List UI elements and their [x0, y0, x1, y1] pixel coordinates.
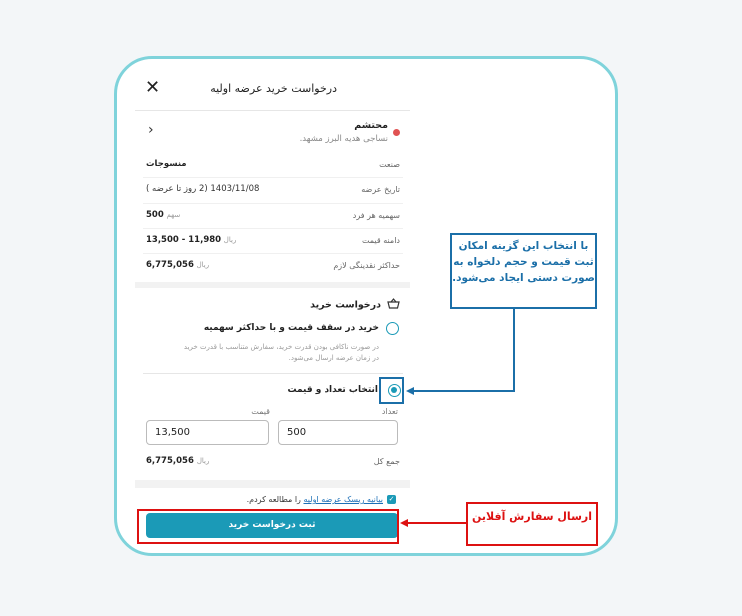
- terms-suffix: را مطالعه کردم.: [246, 495, 301, 504]
- option1-note: در صورت ناکافی بودن قدرت خرید، سفارش متناسب با قدرت خرید در زمان عرضه ارسال می‌شود.: [183, 343, 379, 362]
- red-arrow-head: [400, 519, 408, 527]
- count-label: تعداد: [381, 407, 398, 416]
- info-label: تاریخ عرضه: [361, 185, 400, 194]
- submit-button[interactable]: ثبت درخواست خرید: [146, 513, 398, 538]
- callout-offline-order: ارسال سفارش آفلاین: [466, 502, 598, 546]
- blue-arrow-head: [406, 387, 414, 395]
- option1-label: خرید در سقف قیمت و با حداکثر سهمیه: [203, 323, 379, 333]
- total-label: جمع کل: [373, 457, 400, 466]
- company-subtitle: نساجی هدیه البرز مشهد.: [299, 134, 388, 144]
- close-icon[interactable]: ✕: [145, 77, 161, 98]
- info-value: منسوجات: [146, 159, 187, 169]
- price-input[interactable]: 13,500: [146, 420, 269, 445]
- info-value: ریال 6,775,056: [146, 260, 210, 270]
- callout-custom-option: با انتخاب این گزینه امکان ثبت قیمت و حجم دلخواه به صورت دستی ایجاد می‌شود.: [450, 233, 597, 309]
- terms-checkbox[interactable]: ✓: [388, 495, 395, 503]
- price-label: قیمت: [251, 407, 270, 416]
- info-label: حداکثر نقدینگی لازم: [333, 261, 400, 270]
- option2-label: انتخاب تعداد و قیمت: [287, 385, 378, 395]
- blue-arrow-line: [412, 309, 514, 391]
- info-label: دامنه قیمت: [361, 236, 400, 245]
- info-value: ریال 11,980 - 13,500: [146, 235, 237, 245]
- info-label: سهمیه هر فرد: [352, 211, 400, 220]
- section-title-text: درخواست خرید: [310, 299, 381, 311]
- info-label: صنعت: [379, 160, 400, 169]
- total-value: ریال 6,775,056: [146, 456, 210, 466]
- dialog-title: درخواست خرید عرضه اولیه: [210, 82, 337, 95]
- count-input[interactable]: 500: [278, 420, 398, 445]
- info-value: سهم 500: [146, 210, 181, 220]
- info-value: 1403/11/08 (2 روز تا عرضه ): [146, 184, 260, 194]
- risk-statement-link[interactable]: بیانیه ریسک عرضه اولیه: [303, 495, 383, 504]
- company-name: محتشم: [354, 120, 388, 131]
- chevron-left-icon[interactable]: ‹: [148, 122, 154, 138]
